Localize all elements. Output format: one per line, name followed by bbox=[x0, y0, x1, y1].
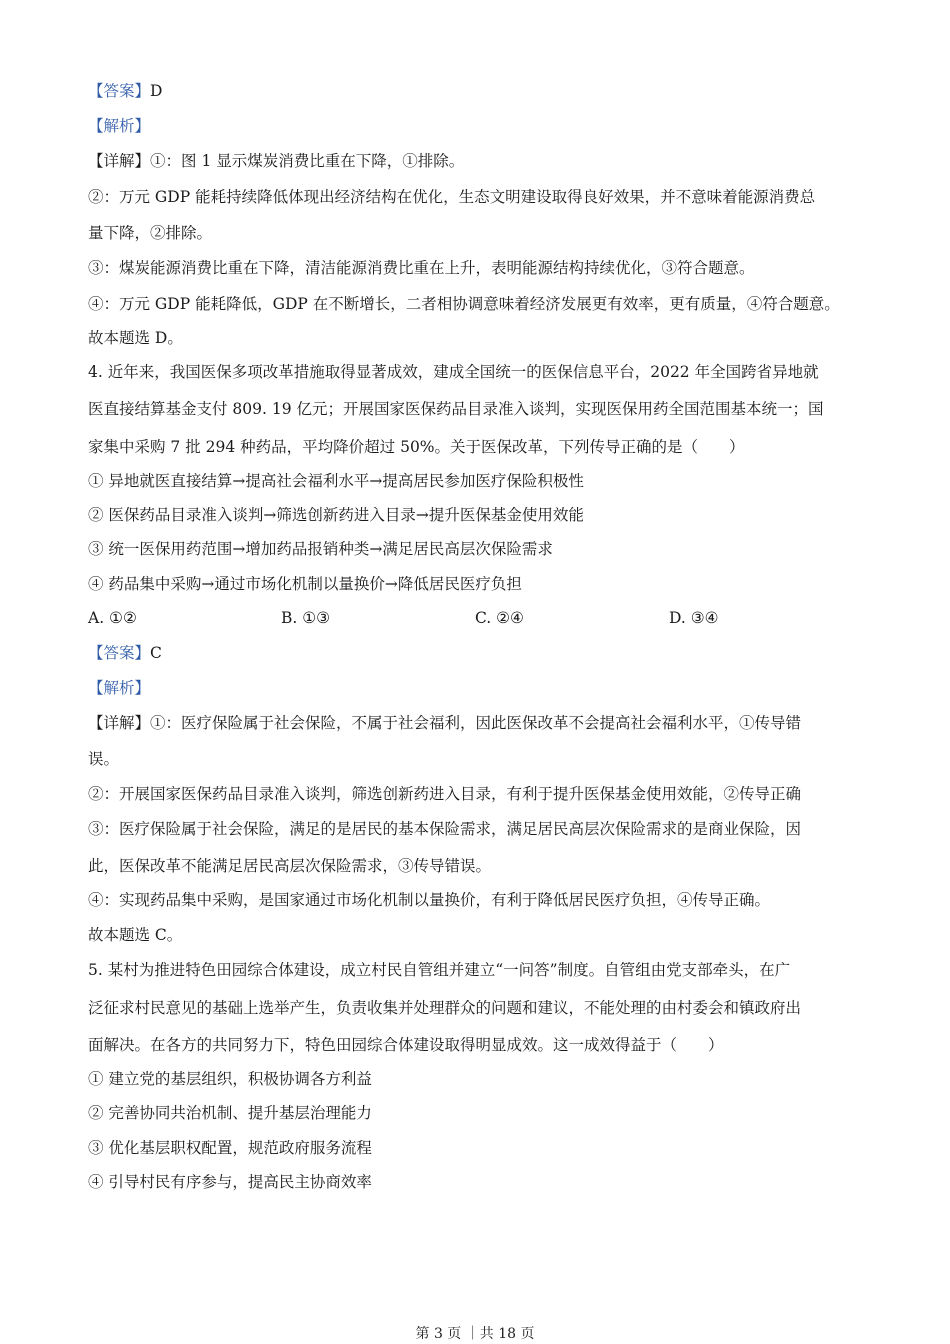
q3-detail-line: ③：煤炭能源消费比重在下降，清洁能源消费比重在上升，表明能源结构持续优化，③符合题意。 bbox=[88, 259, 755, 277]
option-d: D. ③④ bbox=[669, 609, 719, 627]
q4-analysis-heading bbox=[88, 678, 868, 698]
answer-tag: 【答案】 bbox=[88, 82, 151, 100]
q3-answer bbox=[88, 81, 868, 101]
detail-tag: 【详解】 bbox=[88, 714, 151, 732]
q5-stem-line: 泛征求村民意见的基础上选举产生，负责收集并处理群众的问题和建议，不能处理的由村委会和镇政府出 bbox=[88, 999, 802, 1017]
q4-stem-line: 家集中采购 7 批 294 种药品，平均降价超过 50%。关于医保改革，下列传导正确的是（ ） bbox=[88, 438, 745, 456]
answer-tag: 【答案】 bbox=[88, 644, 151, 662]
analysis-tag: 【解析】 bbox=[88, 679, 151, 697]
page-footer: 第 3 页 ｜共 18 页 bbox=[415, 1326, 535, 1342]
q5-stem-line: 5. 某村为推进特色田园综合体建设，成立村民自管组并建立“一问答”制度。自管组由党支部牵头，在广 bbox=[88, 961, 791, 979]
q5-stem-line: 面解决。在各方的共同努力下，特色田园综合体建设取得明显成效。这一成效得益于（ ） bbox=[88, 1036, 724, 1054]
q4-item: ① 异地就医直接结算→提高社会福利水平→提高居民参加医疗保险积极性 bbox=[88, 472, 584, 490]
answer-value: D bbox=[150, 82, 163, 100]
option-c: C. ②④ bbox=[475, 609, 524, 627]
q5-item: ① 建立党的基层组织，积极协调各方利益 bbox=[88, 1070, 372, 1088]
q3-detail-line: 量下降，②排除。 bbox=[88, 224, 213, 242]
option-b: B. ①③ bbox=[281, 609, 331, 627]
detail-text: ①：图 1 显示煤炭消费比重在下降，①排除。 bbox=[150, 152, 465, 170]
q4-detail-line: 误。 bbox=[88, 750, 120, 768]
q4-detail-line: ④：实现药品集中采购，是国家通过市场化机制以量换价，有利于降低居民医疗负担，④传导正确。 bbox=[88, 891, 771, 909]
detail-text: ①：医疗保险属于社会保险，不属于社会福利，因此医保改革不会提高社会福利水平，①传导错 bbox=[150, 714, 802, 732]
analysis-tag: 【解析】 bbox=[88, 117, 151, 135]
q4-stem-line: 4. 近年来，我国医保多项改革措施取得显著成效，建成全国统一的医保信息平台，2022 年全国跨省异地就 bbox=[88, 363, 819, 381]
q4-answer bbox=[88, 643, 868, 663]
q3-detail-line: ④：万元 GDP 能耗降低，GDP 在不断增长，二者相协调意味着经济发展更有效率，更有质量，④符合题意。 bbox=[88, 295, 840, 313]
q4-detail-line bbox=[88, 713, 868, 733]
q4-item: ④ 药品集中采购→通过市场化机制以量换价→降低居民医疗负担 bbox=[88, 575, 522, 593]
q3-detail-line bbox=[88, 151, 868, 171]
q5-item: ② 完善协同共治机制、提升基层治理能力 bbox=[88, 1104, 372, 1122]
q3-analysis-heading bbox=[88, 116, 868, 136]
q4-detail-line: ②：开展国家医保药品目录准入谈判，筛选创新药进入目录，有利于提升医保基金使用效能，②传导正确 bbox=[88, 785, 802, 803]
q4-detail-line: 此，医保改革不能满足居民高层次保险需求，③传导错误。 bbox=[88, 857, 492, 875]
q4-item: ③ 统一医保用药范围→增加药品报销种类→满足居民高层次保险需求 bbox=[88, 540, 553, 558]
detail-tag: 【详解】 bbox=[88, 152, 151, 170]
q3-detail-line: ②：万元 GDP 能耗持续降低体现出经济结构在优化，生态文明建设取得良好效果，并不意味着能源消费总 bbox=[88, 188, 816, 206]
q4-item: ② 医保药品目录准入谈判→筛选创新药进入目录→提升医保基金使用效能 bbox=[88, 506, 584, 524]
q5-item: ③ 优化基层职权配置，规范政府服务流程 bbox=[88, 1139, 372, 1157]
option-a: A. ①② bbox=[88, 609, 137, 627]
q4-conclusion: 故本题选 C。 bbox=[88, 926, 183, 944]
q3-conclusion: 故本题选 D。 bbox=[88, 329, 183, 347]
q4-stem-line: 医直接结算基金支付 809. 19 亿元；开展国家医保药品目录准入谈判，实现医保用药全国范围基本统一；国 bbox=[88, 400, 824, 418]
q5-item: ④ 引导村民有序参与，提高民主协商效率 bbox=[88, 1173, 372, 1191]
q4-detail-line: ③：医疗保险属于社会保险，满足的是居民的基本保险需求，满足居民高层次保险需求的是商业保险，因 bbox=[88, 820, 802, 838]
answer-value: C bbox=[150, 644, 162, 662]
